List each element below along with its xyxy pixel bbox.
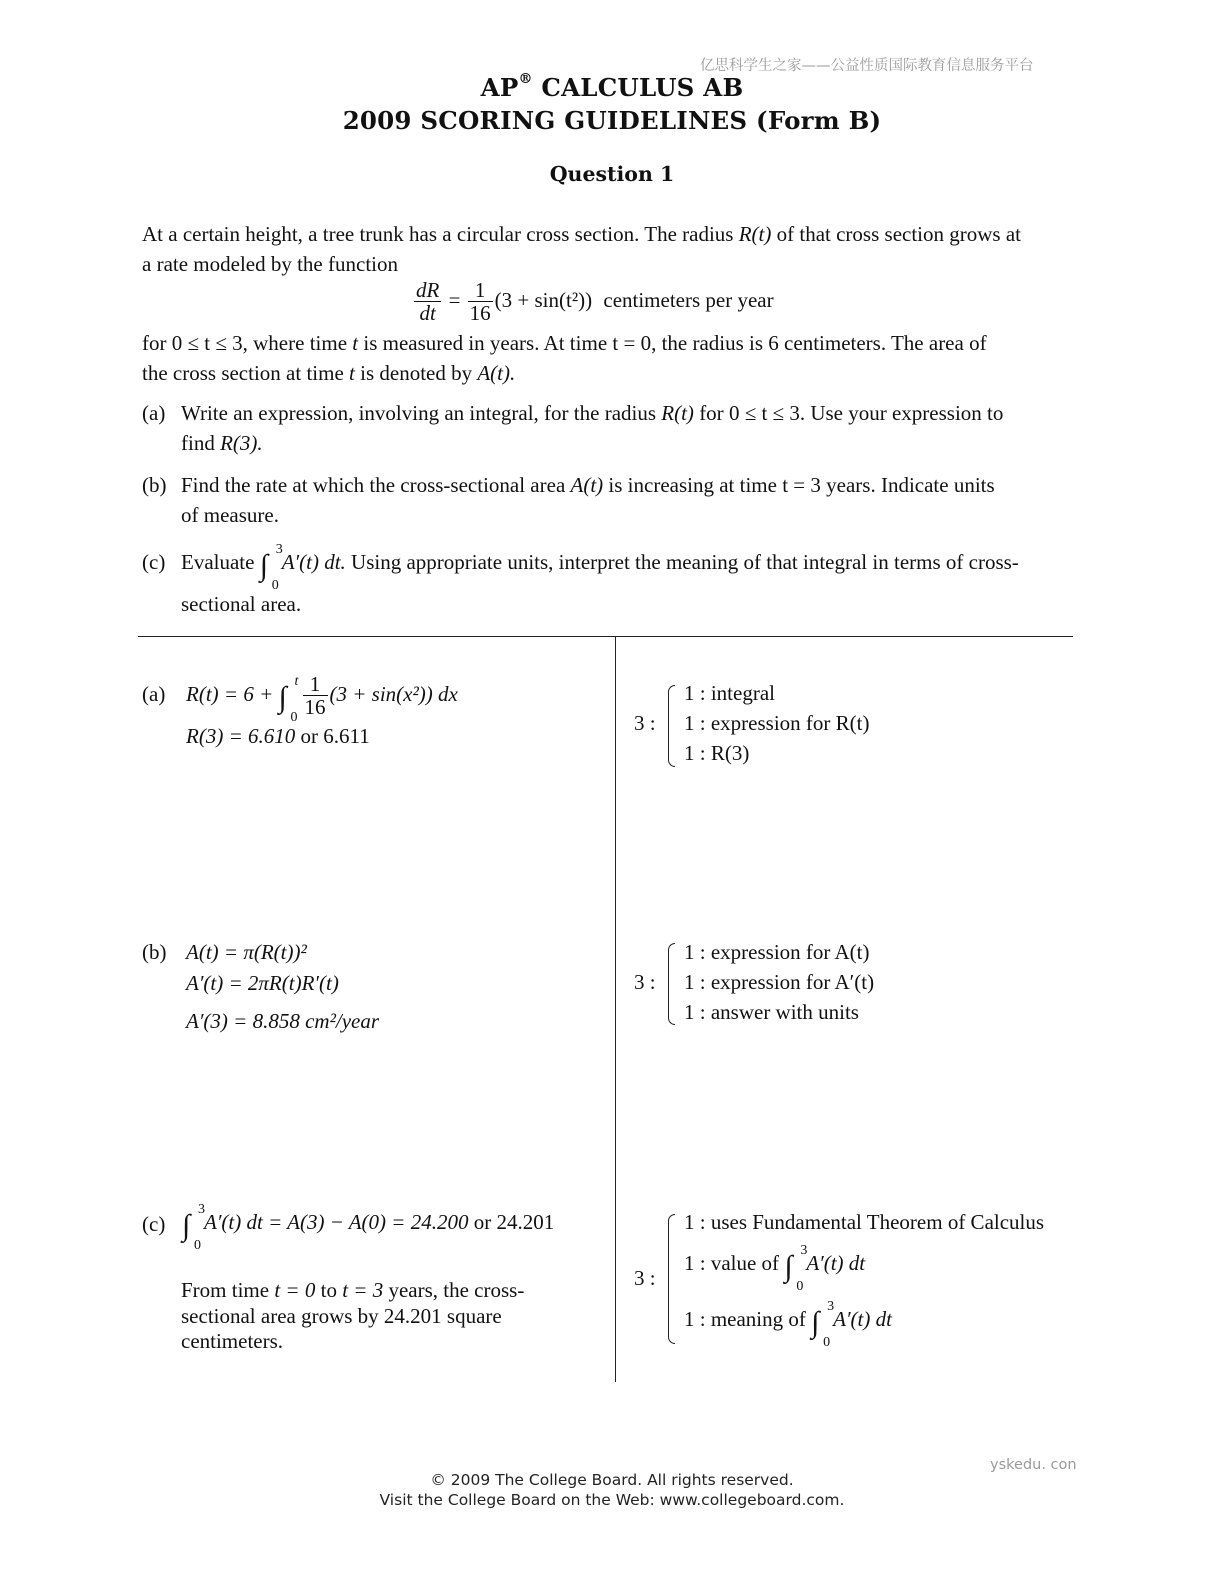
math-expr: 0 ≤ t ≤ 3, [171, 331, 248, 355]
math-expr: A′(t) dt = A(3) − A(0) = 24.200 [204, 1210, 469, 1234]
math-expr: (3 + sin(x²)) dx [329, 681, 458, 706]
math-expr: R(t) = 6 + [186, 681, 274, 706]
intro-text: is measured in years. At time [358, 331, 613, 355]
part-c-label: (c) [142, 550, 166, 574]
rubric-b-points: 3 : [634, 970, 656, 994]
solution-text: years, the cross- [383, 1278, 525, 1302]
part-b-line-1 [181, 473, 995, 498]
part-text: find [181, 431, 221, 455]
title-course: CALCULUS AB [532, 73, 744, 102]
page-title [0, 73, 1224, 102]
integral-upper-limit: 3 [198, 1202, 205, 1217]
part-c-line-2: sectional area. [181, 592, 302, 616]
math-expr: A(t) [570, 473, 604, 497]
solution-c-eq-1 [182, 1202, 555, 1253]
solution-b-eq-2: A′(t) = 2πR(t)R′(t) [186, 971, 339, 995]
frac-denominator: 16 [469, 301, 491, 325]
table-divider-vertical [615, 637, 616, 1382]
integral-upper-limit: 3 [800, 1243, 808, 1258]
rubric-a-item: 1 : R(3) [684, 741, 750, 765]
math-expr: 0 ≤ t ≤ 3. [728, 401, 806, 425]
rubric-b-item: 1 : expression for A(t) [684, 940, 870, 964]
intro-line-1 [142, 222, 1021, 247]
frac-numerator: 1 [474, 278, 486, 302]
page-subtitle: 2009 SCORING GUIDELINES (Form B) [342, 106, 882, 135]
math-expr: t = 0, [612, 331, 657, 355]
rubric-b-item: 1 : answer with units [684, 1000, 859, 1024]
solution-c-text-2: sectional area grows by 24.201 square [181, 1304, 502, 1328]
integral-lower-limit: 0 [796, 1279, 804, 1294]
math-expr: t = 3 [782, 473, 821, 497]
integral-sign: ∫ t 0 [278, 673, 299, 725]
integral-lower-limit: 0 [290, 709, 298, 725]
part-a-line-1 [181, 401, 1003, 426]
solution-c-text-3: centimeters. [181, 1329, 284, 1353]
solution-b-label: (b) [142, 940, 167, 964]
integral-sign: ∫ 3 0 [182, 1202, 205, 1253]
part-b-line-2: of measure. [181, 503, 279, 527]
math-expr: or 24.201 [468, 1210, 555, 1234]
part-c-line-1 [181, 542, 1019, 593]
rubric-a-points: 3 : [634, 711, 656, 735]
solution-c-label: (c) [142, 1212, 166, 1236]
part-text: is increasing at time [603, 473, 783, 497]
frac-numerator: dR [416, 278, 440, 302]
solution-text: From time [181, 1278, 275, 1302]
rubric-a-item: 1 : expression for R(t) [684, 711, 870, 735]
math-expr: A(t). [477, 361, 516, 385]
frac-denominator: dt [414, 301, 441, 324]
integral-lower-limit: 0 [823, 1335, 831, 1350]
intro-line-3 [142, 331, 987, 356]
rubric-c-item: 1 : uses Fundamental Theorem of Calculus [684, 1210, 1045, 1234]
part-a-line-2 [181, 431, 263, 456]
math-expr: R(t) [661, 401, 694, 425]
integral-sign: ∫ 3 0 [784, 1243, 808, 1294]
integral-lower-limit: 0 [271, 578, 279, 593]
watermark-bottom: yskedu. con [990, 1457, 1077, 1473]
rubric-b-item: 1 : expression for A′(t) [684, 970, 875, 994]
math-expr: R(t) [738, 222, 772, 246]
solution-a-label: (a) [142, 682, 166, 706]
solution-b-eq-1: A(t) = π(R(t))² [186, 940, 307, 964]
integral-sign: ∫ 3 0 [259, 542, 283, 593]
math-expr: R(3) = 6.610 [186, 724, 296, 748]
intro-text: the cross section at time [142, 361, 350, 385]
math-expr: R(3). [220, 431, 263, 455]
equals-sign: = [448, 287, 461, 312]
watermark-top: 亿思科学生之家——公益性质国际教育信息服务平台 [700, 58, 1034, 74]
part-text: Write an expression, involving an integral, for the radius [181, 401, 662, 425]
solution-b-eq-3: A′(3) = 8.858 cm²/year [186, 1009, 380, 1033]
rate-equation [412, 280, 774, 324]
rubric-text: 1 : value of [684, 1251, 780, 1275]
part-text: Evaluate [181, 550, 260, 574]
integral-upper-limit: 3 [275, 542, 283, 557]
rubric-c-points: 3 : [634, 1266, 656, 1290]
part-text: Find the rate at which the cross-sectional area [181, 473, 571, 497]
intro-line-2: a rate modeled by the function [142, 252, 398, 276]
intro-text: At a certain height, a tree trunk has a circular cross section. The radius [142, 222, 739, 246]
part-text: for [693, 401, 729, 425]
frac-numerator: 1 [309, 672, 321, 696]
rubric-text: 1 : meaning of [684, 1307, 806, 1331]
math-expr: A′(t) dt [806, 1251, 866, 1275]
intro-text: the radius is 6 centimeters. The area of [656, 331, 987, 355]
math-var: t [349, 361, 355, 385]
footer-website: Visit the College Board on the Web: www.collegeboard.com. [379, 1491, 845, 1509]
rubric-b-brace [668, 943, 675, 1025]
math-expr: A′(t) dt. [281, 550, 346, 574]
integral-upper-limit: 3 [827, 1299, 835, 1314]
title-ap: AP [480, 73, 519, 102]
math-expr: A′(t) dt [833, 1307, 892, 1331]
footer-copyright: © 2009 The College Board. All rights reserved. [430, 1471, 794, 1489]
frac-denominator: 16 [304, 695, 326, 719]
solution-text: to [315, 1278, 343, 1302]
rubric-a-brace [668, 685, 675, 767]
intro-text: where time [247, 331, 353, 355]
integral-lower-limit: 0 [194, 1238, 201, 1253]
integral-upper-limit: t [294, 673, 299, 689]
math-var: t [352, 331, 359, 355]
intro-line-4 [142, 361, 515, 386]
registered-mark: ® [518, 71, 533, 87]
coefficient-fraction [468, 280, 493, 324]
intro-text: for [142, 331, 172, 355]
intro-text: of that cross section grows at [771, 222, 1021, 246]
rubric-a-item: 1 : integral [684, 681, 775, 705]
solution-c-text-1 [181, 1278, 524, 1303]
integral-sign: ∫ 3 0 [811, 1299, 835, 1350]
part-text: Using appropriate units, interpret the meaning of that integral in terms of cross- [345, 550, 1019, 574]
units-text: centimeters per year [603, 287, 774, 312]
part-text: Use your expression to [805, 401, 1004, 425]
part-b-label: (b) [142, 473, 167, 497]
math-expr: t = 3 [342, 1278, 384, 1302]
part-text: years. Indicate units [820, 473, 995, 497]
rubric-c-item [684, 1299, 892, 1350]
solution-a-eq-1 [186, 672, 458, 725]
table-divider-horizontal [138, 636, 1073, 637]
math-expr: or 6.611 [295, 724, 370, 748]
question-title: Question 1 [549, 162, 675, 186]
solution-a-eq-2 [186, 724, 370, 749]
derivative-fraction [414, 280, 441, 324]
coefficient-fraction [303, 674, 328, 718]
math-expr: t = 0 [274, 1278, 316, 1302]
part-a-label: (a) [142, 401, 166, 425]
rubric-c-brace [668, 1214, 675, 1344]
rubric-c-item [684, 1243, 866, 1294]
intro-text: is denoted by [354, 361, 478, 385]
math-expr: (3 + sin(t²)) [494, 287, 593, 312]
